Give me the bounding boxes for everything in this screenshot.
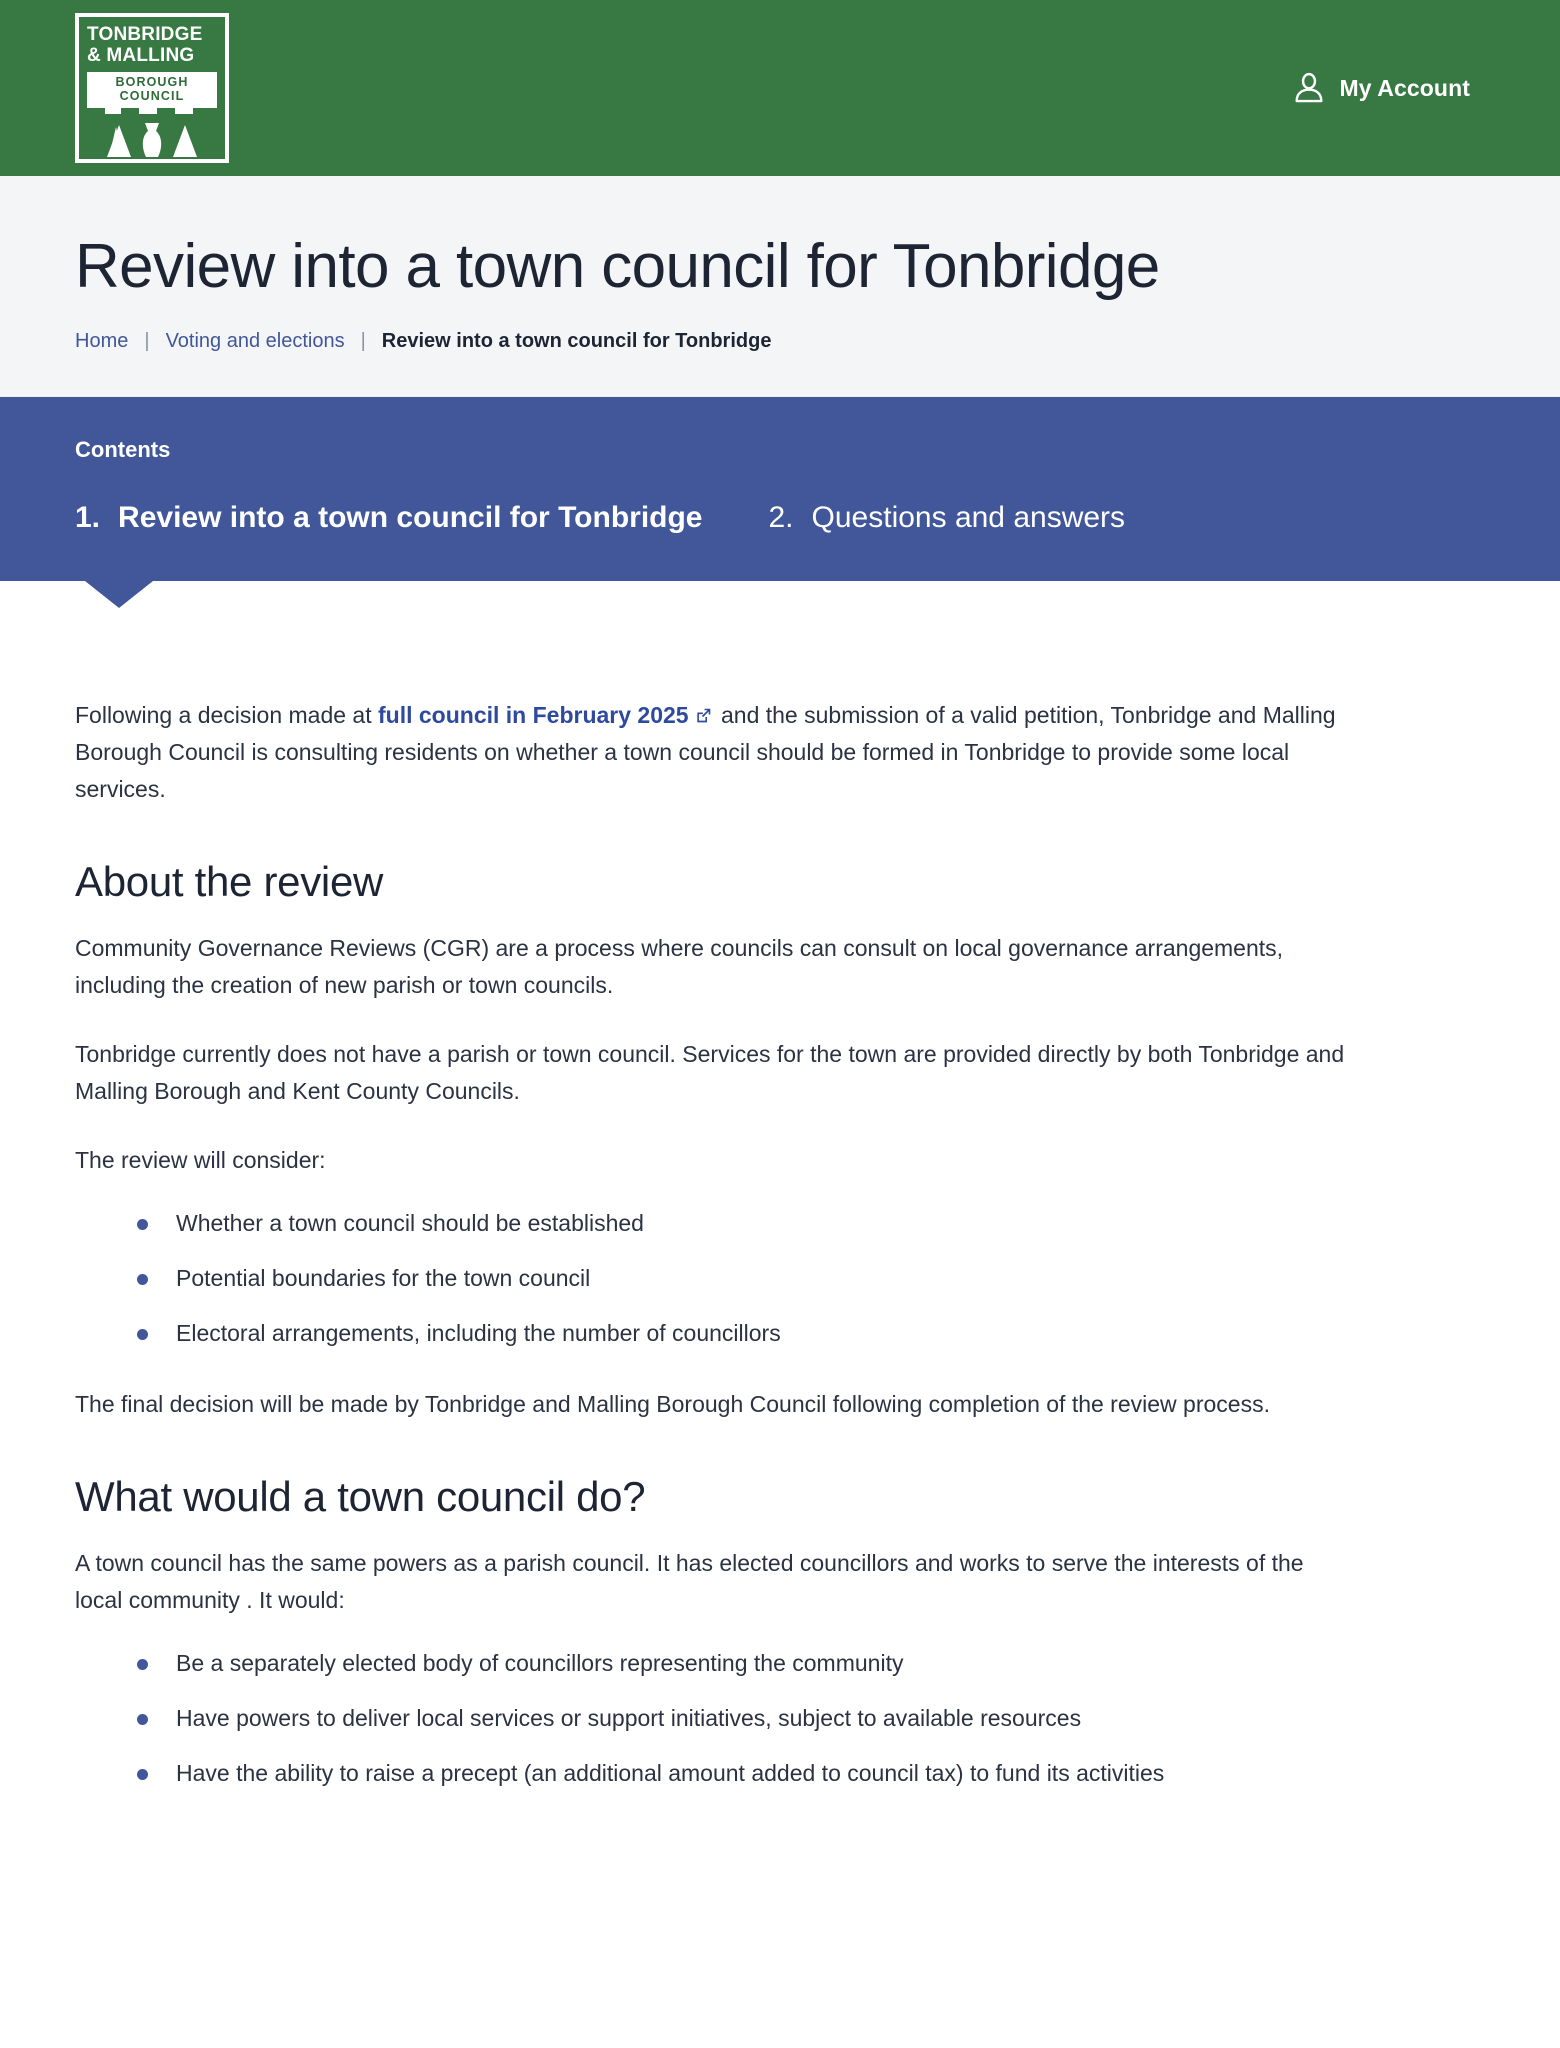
page-title: Review into a town council for Tonbridge (75, 232, 1160, 301)
contents-item-2[interactable] (769, 501, 1126, 535)
breadcrumb-item-voting-and-elections[interactable]: Voting and elections (165, 330, 345, 352)
main-content (0, 581, 1560, 1866)
contents-item-1-number: 1. (75, 501, 101, 534)
list-item: Whether a town council should be established (137, 1205, 1367, 1242)
about-paragraph-1: Community Governance Reviews (CGR) are a process where councils can consult on local governance arrangements, including the creation of new parish or town councils. (75, 935, 1284, 998)
contents-item-1-label[interactable]: Review into a town council for Tonbridge (118, 501, 703, 534)
council-logo (75, 13, 229, 163)
intro-paragraph (75, 697, 1345, 808)
contents-item-2-number: 2. (768, 501, 794, 534)
about-paragraph-2: Tonbridge currently does not have a parish or town council. Services for the town are provided directly by both Tonbridge and Malling Borough and Kent County Councils. (75, 1041, 1345, 1104)
contents-item-1[interactable] (75, 501, 703, 535)
breadcrumb-separator: | (360, 330, 366, 352)
intro-text-before-link: Following a decision made at (75, 702, 378, 728)
logo-line-1: TONBRIDGE (87, 24, 203, 45)
site-header (0, 0, 1560, 176)
town-council-powers-paragraph: A town council has the same powers as a parish council. It has elected councillors and works to serve the interests of the local community . It would: (75, 1550, 1304, 1613)
list-item: Potential boundaries for the town council (137, 1260, 1367, 1297)
full-council-february-2025-link[interactable]: full council in February 2025 (378, 702, 689, 728)
logo-crest-icon (87, 105, 217, 157)
about-final-decision-paragraph: The final decision will be made by Tonbridge and Malling Borough Council following completion of the review process. (75, 1391, 1270, 1417)
breadcrumb-current: Review into a town council for Tonbridge (381, 330, 772, 352)
review-considerations-list (75, 1205, 1485, 1352)
contents-nav-wrapper (0, 397, 1560, 581)
contents-nav (0, 397, 1560, 581)
list-item: Have the ability to raise a precept (an additional amount added to council tax) to fund its activities (137, 1755, 1367, 1792)
heading-what-would-a-town-council-do: What would a town council do? (75, 1473, 646, 1520)
breadcrumb-item-home[interactable]: Home (75, 330, 129, 352)
logo-band-text: BOROUGH COUNCIL (87, 72, 217, 105)
user-icon (1292, 71, 1326, 105)
site-logo-link[interactable] (75, 13, 229, 163)
page-hero (0, 176, 1560, 397)
about-paragraph-3: The review will consider: (75, 1147, 326, 1173)
town-council-functions-list (75, 1645, 1485, 1792)
heading-about-the-review: About the review (75, 858, 384, 905)
logo-line-2: & MALLING (87, 45, 195, 66)
external-link-icon (695, 698, 712, 715)
list-item: Be a separately elected body of councillors representing the community (137, 1645, 1367, 1682)
my-account-label: My Account (1339, 74, 1470, 101)
contents-active-pointer-icon (85, 581, 153, 608)
list-item: Electoral arrangements, including the number of councillors (137, 1315, 1367, 1352)
contents-item-2-label[interactable]: Questions and answers (811, 501, 1126, 534)
my-account-link[interactable] (1292, 71, 1491, 105)
breadcrumb-separator: | (144, 330, 150, 352)
contents-list (75, 501, 1485, 535)
contents-label: Contents (75, 437, 171, 462)
list-item: Have powers to deliver local services or support initiatives, subject to available resources (137, 1700, 1367, 1737)
breadcrumb (75, 328, 1485, 354)
intro-text-after-link: and the submission of a valid petition, Tonbridge and Malling Borough Council is consulting residents on whether a town council should be formed in Tonbridge to provide some local services. (75, 702, 1336, 802)
